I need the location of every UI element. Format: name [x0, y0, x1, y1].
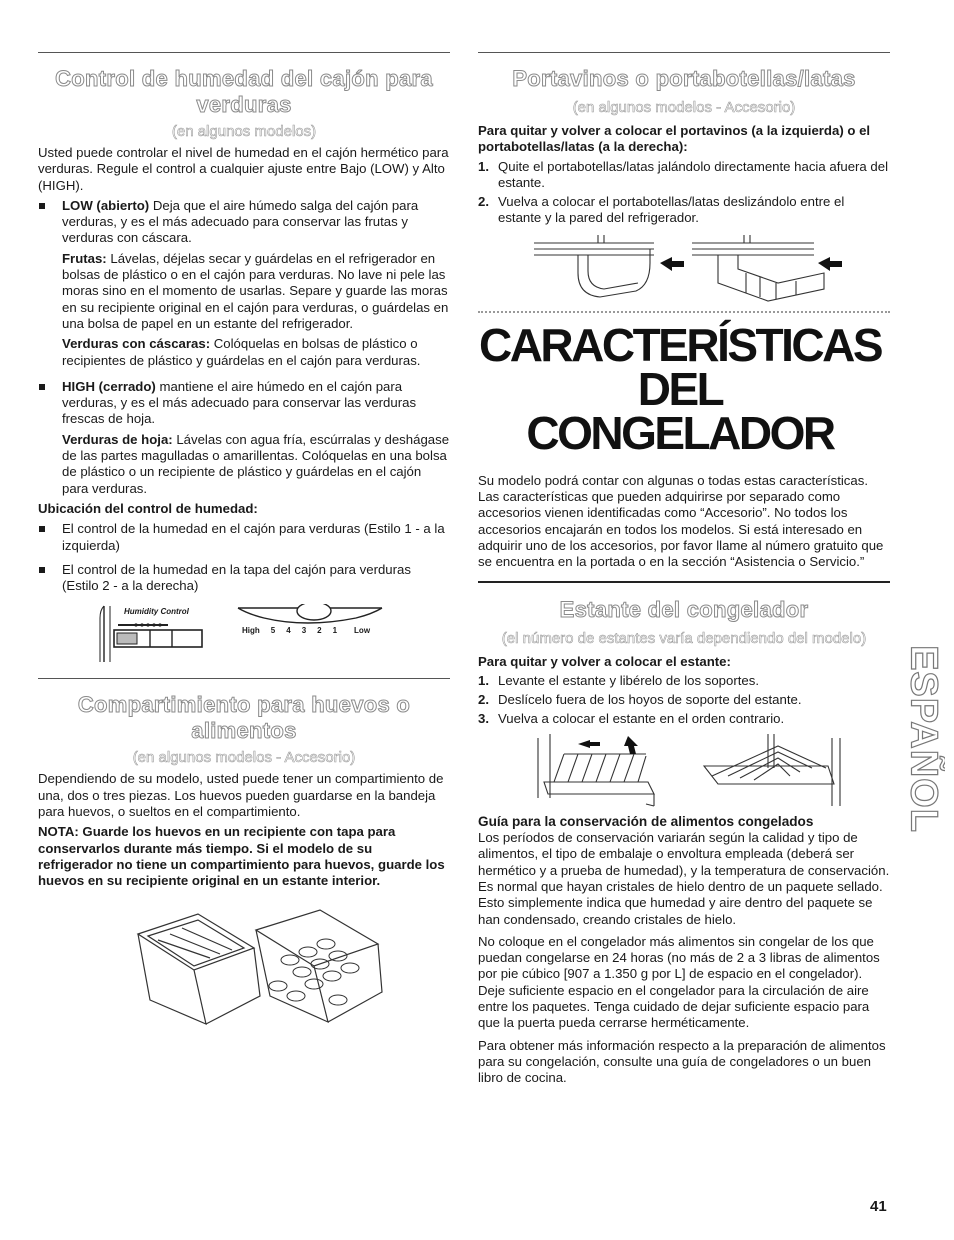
- low-bullet: [38, 198, 450, 247]
- freezer-title-line1: CARACTERÍSTICAS DEL: [478, 318, 882, 415]
- freezer-shelf-illustration: [478, 732, 890, 812]
- cascaras-text: Colóquelas en bolsas de plástico o recipientes de plástico y guárdelas en el cajón para verduras.: [62, 336, 421, 368]
- step-number: 3.: [478, 711, 489, 727]
- hoja-label: Verduras de hoja:: [62, 431, 173, 447]
- low-text: Deja que el aire húmedo salga del cajón para verduras, y es el más adecuado para conservar las frutas y verduras con cáscara.: [62, 197, 419, 246]
- dial-label: Low: [354, 626, 371, 636]
- hoja-paragraph: [62, 432, 450, 497]
- dial-label: 2: [317, 626, 322, 636]
- freezer-intro: Su modelo podrá contar con algunas o todas estas características. Las características que pueden adquirirse por separado como accesorios vienen identificadas como “Accesorio”. No todos los accesorios encajarán en todos los modelos. Si está interesado en adquirir uno de los accesorios, por favor llame al número gratuito que se encuentra en la portada o en la sección “Asistencia o Servicio.”: [478, 472, 884, 570]
- eggs-intro: Dependiendo de su modelo, usted puede tener un compartimiento de una, dos o tres piezas. Los huevos pueden guardarse en la bandeja para huevos, o sueltos en el compartimiento.: [38, 771, 444, 820]
- language-side-tab: [901, 644, 945, 834]
- humidity-control-illustration: [38, 604, 450, 666]
- frutas-text: Lávelas, déjelas secar y guárdelas en el refrigerador en bolsas de plástico o en el cajón para verduras. No lave ni pele las moras sino en el momento de usarlas. Separe y guarde las moras en su recipiente original en el cajón para verduras, o guárdelas en una bolsa de papel en un estante del refrigerador.: [62, 250, 449, 331]
- frutas-label: Frutas:: [62, 250, 107, 266]
- eggs-note: NOTA: Guarde los huevos en un recipiente con tapa para conservarlos durante más tiempo. Si el modelo de su refrigerador no tiene un compartimiento para huevos, guarde los huevos en su recipiente original en un estante interior.: [38, 824, 445, 889]
- step-text: Vuelva a colocar el portabotellas/latas deslizándolo entre el estante y la pared del refrigerador.: [498, 194, 845, 226]
- wine-step: [478, 194, 890, 227]
- high-bullet: [38, 379, 450, 428]
- wine-rack-illustration: [478, 233, 890, 305]
- dial-scale: [242, 626, 370, 635]
- dial-label: 3: [301, 626, 307, 636]
- high-text: mantiene el aire húmedo en el cajón para verduras, y es el más adecuado para conservar las verduras frescas de hoja.: [62, 378, 417, 427]
- wine-heading: Para quitar y volver a colocar el portavinos (a la izquierda) o el portabotellas/latas (a la derecha):: [478, 123, 871, 155]
- shelf-step: [478, 692, 890, 708]
- humidity-intro: Usted puede controlar el nivel de humedad en el cajón hermético para verduras. Regule el control a cualquier ajuste entre Bajo (LOW) y Alto (HIGH).: [38, 145, 449, 193]
- location-item: El control de la humedad en la tapa del cajón para verduras (Estilo 2 - a la derecha): [38, 562, 450, 595]
- step-text: Levante el estante y libérelo de los soportes.: [498, 672, 759, 688]
- freezer-title-line2: CONGELADOR: [526, 406, 834, 459]
- wine-section-subtitle: (en algunos modelos - Accesorio): [572, 99, 796, 116]
- right-column: [478, 52, 890, 1087]
- dial-label: 4: [286, 626, 291, 636]
- guide-heading: Guía para la conservación de alimentos congelados: [478, 813, 814, 829]
- eggs-section-subtitle: (en algunos modelos - Accesorio): [132, 749, 356, 767]
- wine-section-title: Portavinos o portabotellas/latas: [512, 66, 856, 91]
- shelf-step: [478, 711, 890, 727]
- step-number: 2.: [478, 692, 489, 708]
- humidity-section-title: Control de humedad del cajón para verduras: [55, 66, 433, 117]
- step-text: Quite el portabotellas/latas jalándolo directamente hacia afuera del estante.: [498, 158, 889, 190]
- dial-label: 5: [270, 626, 276, 636]
- side-tab-label: ESPAÑOL: [902, 645, 945, 833]
- step-number: 1.: [478, 672, 489, 688]
- guide-paragraph: Para obtener más información respecto a la preparación de alimentos para su congelación, consulte una guía de congeladores o un buen libro de cocina.: [478, 1037, 886, 1086]
- frutas-paragraph: [62, 251, 450, 332]
- guide-paragraph: No coloque en el congelador más alimentos sin congelar de los que puedan congelarse en 24 horas (no más de 2 a 3 libras de alimentos por pie cúbico [907 a 1.350 g por L] de espacio en el congelador). Deje suficiente espacio en el congelador para la circulación de aire entre los paquetes. Tenga cuidado de dejar suficiente espacio para que la puerta pueda cerrarse herméticamente.: [478, 933, 880, 1031]
- cascaras-paragraph: [62, 336, 450, 369]
- high-label: HIGH (cerrado): [62, 378, 156, 394]
- location-item: El control de la humedad en el cajón para verduras (Estilo 1 - a la izquierda): [38, 521, 450, 554]
- hoja-text: Lávelas con agua fría, escúrralas y deshágase de las partes magulladas o amarillentas. Colóquelas en una bolsa de plástico o un recipiente de plástico y guárdelas en el cajón para verduras.: [62, 431, 450, 496]
- guide-paragraph: Los períodos de conservación variarán según la calidad y tipo de alimentos, el tipo de embalaje o envoltura empleada (deberá ser hermético y a prueba de humedad), y la temperatura de conservación. Es normal que hayan cristales de hielo dentro de un paquete sellado. Esto simplemente indica que humedad y aire dentro del paquete se han condensado, creando cristales de hielo.: [478, 830, 890, 927]
- shelf-step: [478, 673, 890, 689]
- dial-label: 1: [332, 626, 338, 636]
- step-text: Deslícelo fuera de los hoyos de soporte del estante.: [498, 692, 802, 708]
- shelf-heading: Para quitar y volver a colocar el estante:: [478, 653, 731, 669]
- low-label: LOW (abierto): [62, 197, 150, 213]
- step-number: 1.: [478, 158, 489, 174]
- shelf-section-subtitle: (el número de estantes varía dependiendo del modelo): [501, 629, 867, 647]
- egg-bins-illustration: [38, 908, 450, 1028]
- step-number: 2.: [478, 194, 489, 210]
- cascaras-label: Verduras con cáscaras:: [62, 336, 211, 352]
- location-heading: Ubicación del control de humedad:: [38, 500, 258, 516]
- humidity-section-subtitle: (en algunos modelos): [171, 123, 317, 140]
- page-number: 41: [870, 1198, 887, 1215]
- wine-step: [478, 159, 890, 192]
- shelf-section-title: Estante del congelador: [559, 596, 809, 622]
- step-text: Vuelva a colocar el estante en el orden contrario.: [498, 711, 785, 727]
- left-column: [38, 52, 450, 1028]
- humidity-panel-label: Humidity Control: [124, 607, 189, 617]
- dial-label: High: [242, 626, 260, 636]
- eggs-section-title: Compartimiento para huevos o alimentos: [77, 692, 411, 744]
